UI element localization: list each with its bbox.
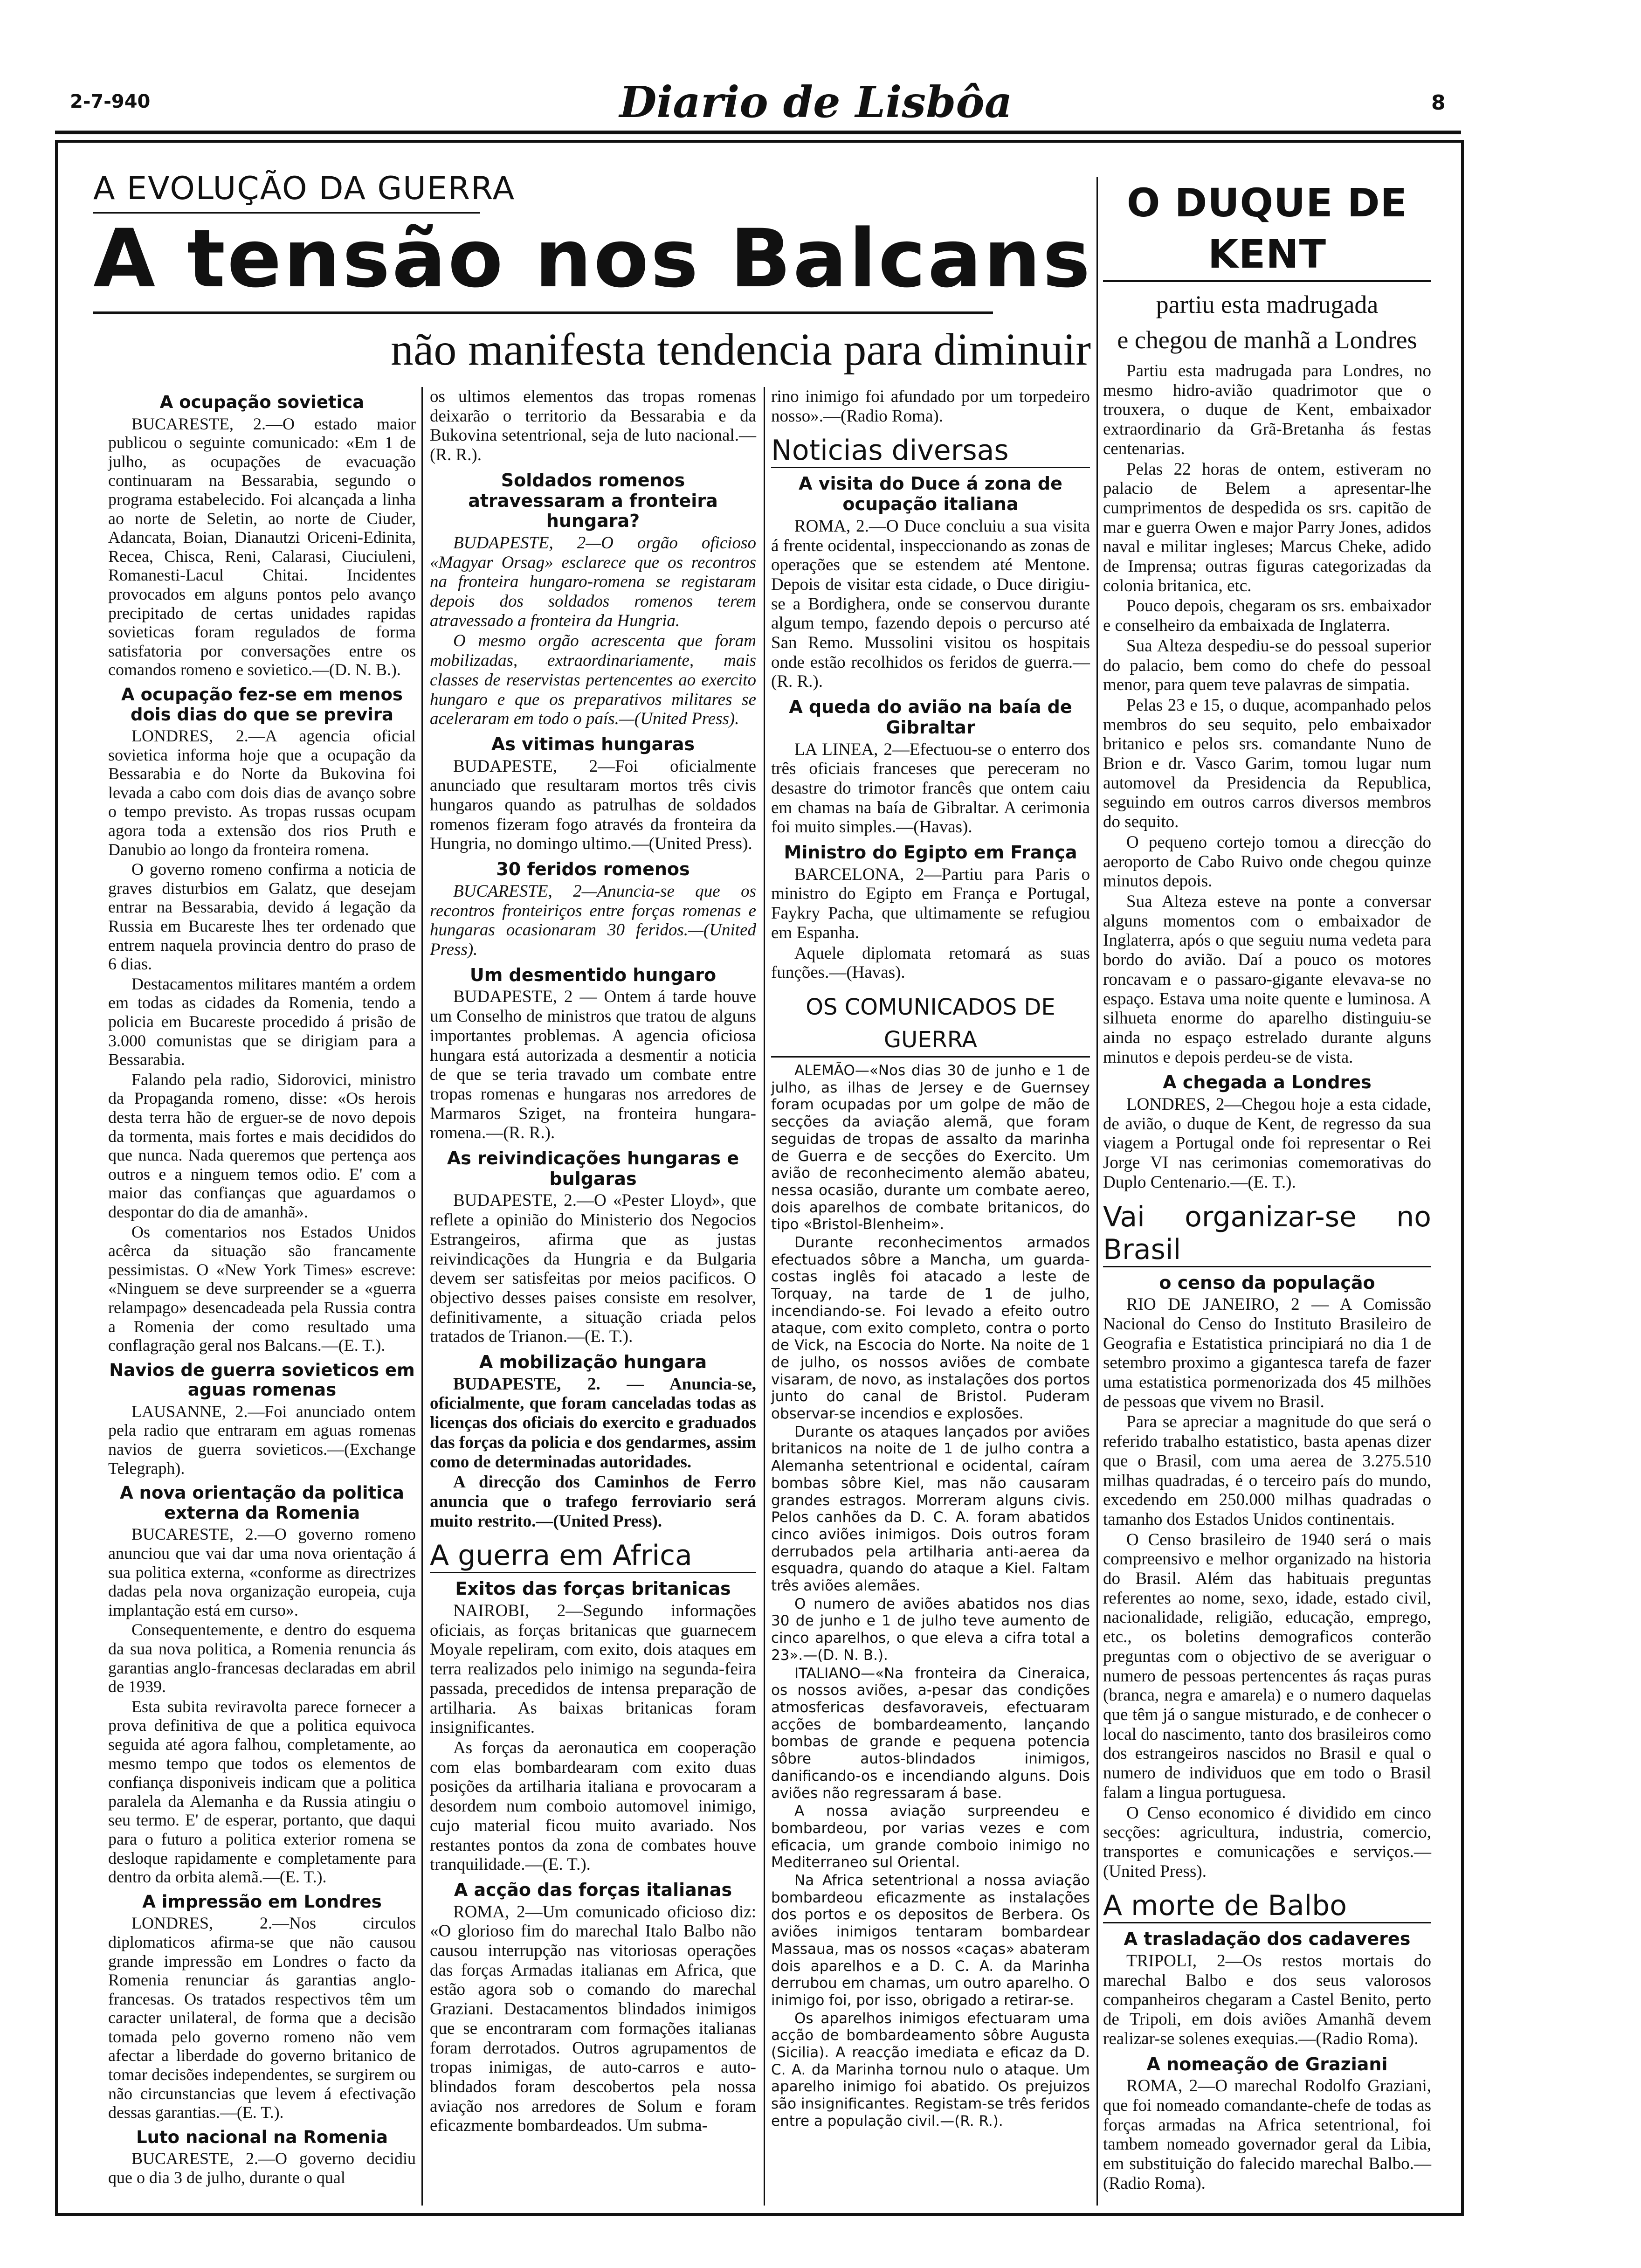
col4-heading-3: A trasladação dos cadaveres [1124, 1929, 1411, 1950]
col1-para: LAUSANNE, 2.—Foi anunciado ontem pela radio que entraram em aguas romenas navios de guerra sovieticos.—(Exchange Telegraph). [108, 1402, 416, 1478]
col2-heading-4: Um desmentido hungaro [469, 964, 717, 985]
lead-kicker: A EVOLUÇÃO DA GUERRA [93, 170, 516, 207]
col1-para: Falando pela radio, Sidorovici, ministro da Propaganda romeno, disse: «Os herois desta terra hão de erguer-se de novo depois da tormenta, mais fortes e mais decididos do que nunca. Nada queremos que pertença aos outros e a ninguem temos odio. E' com a maior das confianças que aguardamos o despontar do dia de amanhã». [108, 1070, 416, 1221]
col3-para: O numero de aviões abatidos nos dias 30 de junho e 1 de julho teve aumento de cinco aparelhos, o que eleva a cifra total a 23».—(D. N. B.). [771, 1595, 1090, 1664]
col2-para: BUDAPESTE, 2—O orgão oficioso «Magyar Orsag» esclarece que os recontros na fronteira hungaro-romena se registaram depois dos soldados romenos terem atravessado a fronteira da Hungria. [430, 533, 756, 630]
col2-section-africa: A guerra em Africa [430, 1539, 756, 1573]
lead-subhead: não manifesta tendencia para diminuir [390, 325, 1091, 375]
col4-para: Partiu esta madrugada para Londres, no mesmo hidro-avião quadrimotor que o trouxera, o duque de Kent, embaixador extraordinario da Grã-Bretanha ás festas centenarias. [1103, 361, 1431, 458]
column-1 [108, 387, 416, 2188]
col1-para: Destacamentos militares mantém a ordem em todas as cidades da Romenia, tendo a policia em Bucareste procedido á prisão de 3.000 comunistas que se dirigiam para a Bessarabia. [108, 974, 416, 1069]
col3-para: ITALIANO—«Na fronteira da Cineraica, os nossos aviões, a-pesar das condições atmosfericas desfavoraveis, efectuaram acções de bombardeamento, lançando bombas de grande e pequena potencia sôbre autos-blindados inimigos, danificando-os e incendiando alguns. Dois aviões não regressaram á base. [771, 1665, 1090, 1802]
col4-para: Pelas 22 horas de ontem, estiveram no palacio de Belem a apresentar-lhe cumprimentos de despedida os srs. capitão de mar e guerra Owen e major Parry Jones, adidos naval e militar ingleses; Marcus Cheke, adido de Imprensa; outras figuras categorizadas da colonia britanica, etc. [1103, 459, 1431, 595]
col3-heading-1: A visita do Duce á zona de ocupação italiana [799, 473, 1062, 515]
col3-para: BARCELONA, 2—Partiu para Paris o ministro do Egipto em França e Portugal, Faykry Pacha, que ultimamente se refugiou em Espanha. [771, 864, 1090, 942]
col4-heading-2: o censo da população [1159, 1272, 1375, 1293]
col4-para: LONDRES, 2—Chegou hoje a esta cidade, de avião, o duque de Kent, de regresso da sua viagem a Portugal onde foi representar o Rei Jorge VI nas cerimonias comemorativas do Duplo Centenario.—(E. T.). [1103, 1095, 1431, 1192]
col1-para: Esta subita reviravolta parece fornecer a prova definitiva de que a politica equivoca seguida até agora falhou, completamente, ao mesmo tempo que todos os elementos de confiança disponiveis indicam que a politica paralela da Alemanha e da Russia atingiu o seu termo. E' de esperar, portanto, que daqui para o futuro a politica exterior romena se desloque rapidamente e completamente para dentro da orbita alemã.—(E. T.). [108, 1697, 416, 1887]
col3-section-noticias: Noticias diversas [771, 434, 1090, 468]
col4-para: TRIPOLI, 2—Os restos mortais do marechal Balbo e dos seus valorosos companheiros chegaram a Castel Benito, perto de Tripoli, em dois aviões Amanhã devem realizar-se solenes exequias.—(Radio Roma). [1103, 1951, 1431, 2048]
col1-heading-6: Luto nacional na Romenia [136, 2127, 388, 2147]
col3-para: Os aparelhos inimigos efectuaram uma acção de bombardeamento sôbre Augusta (Sicilia). A reacção imediata e eficaz da D. C. A. da Marinha tornou nulo o ataque. Um aparelho inimigo foi abatido. Os prejuizos são insignificantes. Registam-se três feridos entre a população civil.—(R. R.). [771, 2010, 1090, 2130]
column-3 [771, 387, 1090, 2131]
col1-para: Os comentarios nos Estados Unidos acêrca da situação são francamente pessimistas. O «New York Times» escreve: «Ninguem se deve surpreender se a «guerra relampago» desencadeada pela Russia contra a Romenia der como resultado uma conflagração geral nos Balcans.—(E. T.). [108, 1222, 416, 1355]
col2-heading-8: A acção das forças italianas [454, 1879, 732, 1900]
headline-rule [93, 311, 993, 314]
col4-para: Pouco depois, chegaram os srs. embaixador e conselheiro da embaixada de Inglaterra. [1103, 596, 1431, 636]
col2-para: As forças da aeronautica em cooperação com elas bombardearam com exito duas posições da artilharia italiana e provocaram a desordem num comboio automovel inimigo, cujo material ficou muito avariado. Nos restantes pontos da zona de combates houve tranquilidade.—(E. T.). [430, 1738, 756, 1874]
issue-date: 2-7-940 [70, 91, 151, 112]
col4-para: Para se apreciar a magnitude do que será o referido trabalho estatistico, basta apenas dizer que o Brasil, com uma aerea de 3.275.510 milhas quadradas, é o terceiro país do mundo, excedendo em 250.000 milhas quadradas o tamanho dos Estados Unidos continentais. [1103, 1412, 1431, 1529]
col3-para: Durante os ataques lançados por aviões britanicos na noite de 1 de julho contra a Alemanha setentrional e ocidental, caíram bombas sôbre Kiel, mas não causaram grandes estragos. Morreram alguns civis. Pelos canhões da D. C. A. foram abatidos cinco aviões inimigos. Dois outros foram derrubados pela artilharia anti-aerea da esquadra, quando do ataque a Kiel. Faltam três aviões alemães. [771, 1423, 1090, 1595]
col4-section-balbo: A morte de Balbo [1103, 1889, 1431, 1923]
kent-subhead-2: e chegou de manhã a Londres [1117, 326, 1417, 354]
col2-para: BUCARESTE, 2—Anuncia-se que os recontros fronteiriços entre forças romenas e hungaras ocasionaram 30 feridos.—(United Press). [430, 881, 756, 959]
col1-para: LONDRES, 2.—A agencia oficial sovietica informa hoje que a ocupação da Bessarabia e do Norte da Bukovina foi levada a cabo com dois dias de avanço sobre o tempo previsto. As tropas russas ocupam agora toda a extensão dos rios Pruth e Danubio ao longo da fronteira romena. [108, 726, 416, 859]
col1-heading-1: A ocupação sovietica [159, 392, 365, 412]
col4-para: O pequeno cortejo tomou a direcção do aeroporto de Cabo Ruivo onde chegou quinze minutos depois. [1103, 832, 1431, 891]
col3-para: ALEMÃO—«Nos dias 30 de junho e 1 de julho, as ilhas de Jersey e de Guernsey foram ocupadas por um golpe de mão de secções da aviação alemã, que foram seguidas de tropas de assalto da marinha de Guerra e de secções do Exercito. Um avião de reconhecimento alemão abateu, nessa ocasião, durante um combate aereo, dois aparelhos de combate britanicos, do tipo «Bristol-Blenheim». [771, 1062, 1090, 1233]
col2-para: BUDAPESTE, 2. — Anuncia-se, oficialmente, que foram canceladas todas as licenças dos oficiais do exercito e graduados das forças da policia e dos gendarmes, assim como de determinadas autoridades. [430, 1374, 756, 1472]
col4-para: ROMA, 2—O marechal Rodolfo Graziani, que foi nomeado comandante-chefe de todas as forças armadas na Africa setentrional, foi tambem nomeado governador geral da Libia, em substituição do falecido marechal Balbo.—(Radio Roma). [1103, 2076, 1431, 2193]
col1-para: LONDRES, 2.—Nos circulos diplomaticos afirma-se que não causou grande impressão em Londres o facto da Romenia renunciar ás garantias anglo-francesas. Os tratados respectivos têm um caracter unilateral, de forma que a decisão tomada pelo governo romeno não vem afectar a liberdade do governo britanico de tomar decisões independentes, se surgirem ou não circunstancias que levem á efectivação dessas garantias.—(E. T.). [108, 1914, 416, 2122]
col2-heading-7: Exitos das forças britanicas [455, 1578, 731, 1599]
column-rule-3 [1096, 177, 1098, 2206]
col3-para: LA LINEA, 2—Efectuou-se o enterro dos três oficiais franceses que pereceram no desastre do trimotor francês que ontem caiu em chamas na baía de Gibraltar. A cerimonia foi muito simples.—(Havas). [771, 740, 1090, 837]
lead-headline: A tensão nos Balcans [93, 212, 1092, 305]
col1-para: O governo romeno confirma a noticia de graves disturbios em Galatz, que desejam entrar na Bessarabia, devido á legação da Russia em Bucareste lhes ter ordenado que entrem naquela provincia dentro do praso de 6 dias. [108, 860, 416, 974]
col2-para: BUDAPESTE, 2 — Ontem á tarde houve um Conselho de ministros que tratou de alguns importantes problemas. A agencia oficiosa hungara está autorizada a desmentir a noticia de que se teria travado um combate entre tropas romenas e hungaras nos arredores de Marmaros Sziget, na fronteira hungara-romena.—(R. R.). [430, 987, 756, 1143]
col3-para: ROMA, 2.—O Duce concluiu a sua visita á frente ocidental, inspeccionando as zonas de operações que se estendem até Mentone. Depois de visitar esta cidade, o Duce dirigiu-se a Bordighera, onde se conservou durante algum tempo, fazendo depois o percurso até San Remo. Mussolini visitou os hospitais onde estão recolhidos os feridos de guerra.—(R. R.). [771, 516, 1090, 691]
col2-heading-6: A mobilização hungara [479, 1352, 707, 1373]
col4-para: O Censo brasileiro de 1940 será o mais compreensivo e melhor organizado na historia do Brasil. Além das habituais preguntas referentes ao nome, sexo, idade, estado civil, nacionalidade, religião, educação, emprego, etc., os boletins demograficos conterão preguntas com o objectivo de se averiguar o numero de pessoas pertencentes ás raças puras (branca, negra e amarela) e o numero daquelas que têm já o sangue misturado, e de conhecer o local do nascimento, tanto dos brasileiros como dos estrangeiros nascidos no Brasil e qual o numero de individuos que em todo o Brasil falam a lingua portuguesa. [1103, 1530, 1431, 1802]
col2-para: BUDAPESTE, 2.—O «Pester Lloyd», que reflete a opinião do Ministerio dos Negocios Estrangeiros, afirma que as justas reivindicações da Hungria e da Bulgaria devem ser satisfeitas por meios pacificos. O objectivo desses paises consiste em resolver, definitivamente, a situação criada pelos tratados de Trianon.—(E. T.). [430, 1191, 756, 1347]
col4-para: RIO DE JANEIRO, 2 — A Comissão Nacional do Censo do Instituto Brasileiro de Geografia e Estatistica principiará no dia 1 de setembro proximo a gigantesca tarefa de fazer uma estatistica pormenorizada dos 45 milhões de pessoas que vivem no Brasil. [1103, 1295, 1431, 1411]
col2-heading-5: As reivindicações hungaras e bulgaras [447, 1148, 739, 1189]
col1-heading-4: A nova orientação da politica externa da Romenia [120, 1483, 404, 1523]
col3-heading-2: A queda do avião na baía de Gibraltar [789, 697, 1072, 738]
column-4 [1103, 177, 1431, 2194]
col4-heading-4: A nomeação de Graziani [1146, 2054, 1388, 2074]
col3-heading-3: Ministro do Egipto em França [784, 842, 1077, 863]
col1-para: BUCARESTE, 2.—O governo romeno anunciou que vai dar uma nova orientação á sua politica externa, «conforme as directrizes dadas pela nova organização europeia, cuja implantação está em curso». [108, 1525, 416, 1619]
column-2 [430, 387, 756, 2137]
col4-para: Sua Alteza esteve na ponte a conversar alguns momentos com o embaixador de Inglaterra, após o que seguiu numa vedeta para bordo do avião. Daí a pouco os motores roncavam e o passaro-gigante elevava-se no espaço. Estava uma noite quente e luminosa. A silhueta enorme do aparelho distinguiu-se ainda no espaço estrelado durante alguns minutos e depois perdeu-se de vista. [1103, 892, 1431, 1067]
col4-para: O Censo economico é dividido em cinco secções: agricultura, industria, comercio, transportes e comunicações e serviços.—(United Press). [1103, 1803, 1431, 1881]
col2-para: ROMA, 2—Um comunicado oficioso diz: «O glorioso fim do marechal Italo Balbo não causou interrupção nas vitoriosas operações das forças Armadas italianas em Africa, que estão agora sob o comando do marechal Graziani. Destacamentos blindados inimigos que se encontraram com formações italianas foram derrotados. Outros agrupamentos de tropas inimigas, de auto-carros e auto-blindados foram descobertos pela nossa aviação nos arredores de Solum e foram eficazmente bombardeados. Um subma- [430, 1902, 756, 2136]
column-rule-1 [421, 387, 423, 2206]
column-rule-2 [764, 387, 765, 2206]
col2-para: BUDAPESTE, 2—Foi oficialmente anunciado que resultaram mortos três civis hungaros quando as patrulhas de soldados romenos fizeram fogo através da fronteira da Hungria, no domingo ultimo.—(United Press). [430, 756, 756, 854]
col1-heading-3: Navios de guerra sovieticos em aguas romenas [109, 1360, 415, 1400]
col1-heading-5: A impressão em Londres [142, 1891, 382, 1912]
col2-heading-1: Soldados romenos atravessaram a fronteira hungara? [468, 470, 718, 532]
col2-para: O mesmo orgão acrescenta que foram mobilizadas, extraordinariamente, mais classes de reservistas pertencentes ao exercito hungaro e que os preparativos militares se aceleraram em todo o país.—(United Press). [430, 631, 756, 729]
col3-para: Aquele diplomata retomará as suas funções.—(Havas). [771, 943, 1090, 982]
col1-para: BUCARESTE, 2.—O estado maior publicou o seguinte comunicado: «Em 1 de julho, as ocupações de evacuação continuaram na Bessarabia, segundo o programa estabelecido. Foi alcançada a linha ao norte de Seletin, ao norte de Ciuder, Adancata, Boian, Dianautzi Oriceni-Edinita, Recea, Chisca, Reni, Calarasi, Ciuciuleni, Romanesti-Lacul Chitai. Incidentes provocados em alguns pontos pelo avanço precipitado de certas unidades rapidas sovieticas foram regulados de forma satisfatoria por conversações entre os comandos romeno e sovietico.—(D. N. B.). [108, 414, 416, 679]
col2-heading-2: As vitimas hungaras [491, 733, 695, 754]
col4-heading-1: A chegada a Londres [1163, 1072, 1372, 1093]
col4-para: Pelas 23 e 15, o duque, acompanhado pelos membros do seu sequito, pelo embaixador britanico e pelos srs. comandante Nuno de Brion e dr. Vasco Garim, tomou lugar num automovel da Presidencia da Republica, seguindo em outros carros diversos membros do sequito. [1103, 695, 1431, 832]
col3-section-comunicados: OS COMUNICADOS DE GUERRA [771, 991, 1090, 1058]
col2-para: os ultimos elementos das tropas romenas deixarão o territorio da Bessarabia e da Bukovina setentrional, seja de luto nacional.—(R. R.). [430, 387, 756, 465]
kent-headline: O DUQUE DE KENT [1103, 177, 1431, 282]
col3-para: A nossa aviação surpreendeu e bombardeou, por varias vezes e com eficacia, um grande comboio inimigo no Mediterraneo sul Oriental. [771, 1803, 1090, 1871]
masthead-rule [55, 131, 1461, 134]
col1-heading-2: A ocupação fez-se em menos dois dias do que se previra [121, 684, 403, 725]
col2-para: A direcção dos Caminhos de Ferro anuncia que o trafego ferroviario será muito restrito.—(United Press). [430, 1473, 756, 1531]
col3-para: Durante reconhecimentos armados efectuados sôbre a Mancha, um guarda-costas inglês foi atacado a leste de Torquay, na tarde de 1 de julho, incendiando-se. Foi levado a efeito outro ataque, com exito completo, contra o porto de Vick, na Escocia do Norte. Na noite de 1 de julho, os nossos aviões de combate visaram, de novo, as instalações dos portos junto do canal de Bristol. Puderam observar-se incendios e explosões. [771, 1234, 1090, 1423]
col1-para: BUCARESTE, 2.—O governo decidiu que o dia 3 de julho, durante o qual [108, 2149, 416, 2187]
col1-para: Consequentemente, e dentro do esquema da sua nova politica, a Romenia renuncia ás garantias anglo-francesas declaradas em abril de 1939. [108, 1620, 416, 1696]
kent-subhead-1: partiu esta madrugada [1156, 290, 1379, 318]
col2-heading-3: 30 feridos romenos [496, 859, 690, 880]
col4-para: Sua Alteza despediu-se do pessoal superior do palacio, bem como do chefe do pessoal menor, para quem teve palavras de simpatia. [1103, 636, 1431, 695]
page-number: 8 [1431, 91, 1446, 115]
col3-para: Na Africa setentrional a nossa aviação bombardeou eficazmente as instalações dos portos e os depositos de Berbera. Os aviões inimigos tentaram bombardear Massaua, mas os nossos «caças» abateram dois aparelhos e a D. C. A. da Marinha derrubou em chamas, um outro aparelho. O inimigo foi, por isso, obrigado a retirar-se. [771, 1872, 1090, 2009]
col2-para: NAIROBI, 2—Segundo informações oficiais, as forças britanicas que guarnecem Moyale repeliram, com exito, dois ataques em terra realizados pelo inimigo na segunda-feira passada, precedidos de intensa preparação de artilharia. As baixas britanicas foram insignificantes. [430, 1601, 756, 1737]
col3-para: rino inimigo foi afundado por um torpedeiro nosso».—(Radio Roma). [771, 387, 1090, 426]
newspaper-title: Diario de Lisbôa [619, 77, 1013, 127]
col4-section-brasil: Vai organizar-se no Brasil [1103, 1201, 1431, 1267]
